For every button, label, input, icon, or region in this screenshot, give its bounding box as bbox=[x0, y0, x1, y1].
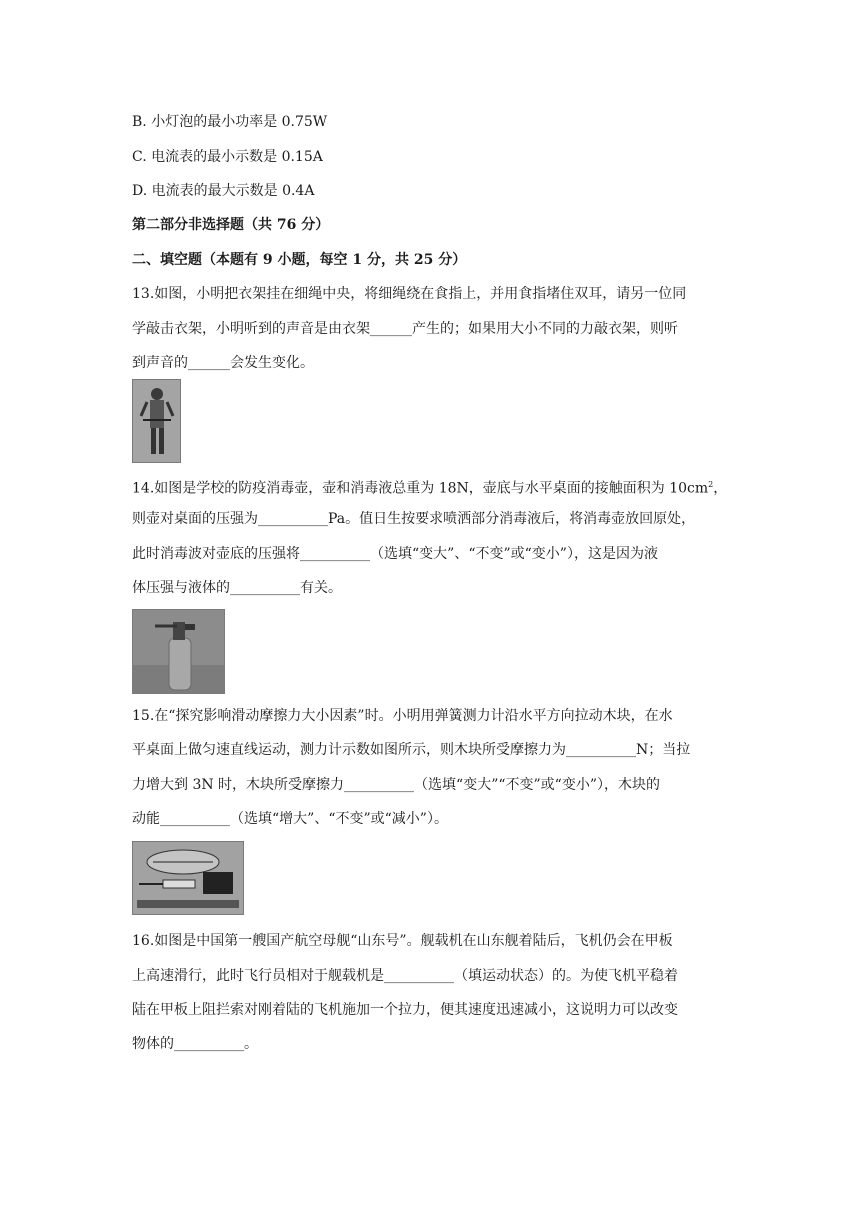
q15-line-2: 平桌面上做匀速直线运动，测力计示数如图所示，则木块所受摩擦力为__________N；当拉 bbox=[132, 742, 691, 758]
q16-line-2: 上高速滑行，此时飞行员相对于舰载机是__________（填运动状态）的。为使飞机平稳着 bbox=[132, 968, 678, 984]
option-d: D. 电流表的最大示数是 0.4A bbox=[132, 183, 315, 199]
q14-line-3: 此时消毒波对壶底的压强将__________（选填“变大”、“不变”或“变小”），这是因为液 bbox=[132, 546, 658, 562]
q13-line-2: 学敲击衣架，小明听到的声音是由衣架______产生的；如果用大小不同的力敲衣架，则听 bbox=[132, 321, 678, 337]
option-b: B. 小灯泡的最小功率是 0.75W bbox=[132, 114, 328, 130]
q14-line-4: 体压强与液体的__________有关。 bbox=[132, 580, 342, 596]
q15-figure-friction-image bbox=[132, 841, 244, 915]
q14-line-1: 14.如图是学校的防疫消毒壶，壶和消毒液总重为 18N，壶底与水平桌面的接触面积为 $10cm^2$， bbox=[132, 480, 728, 497]
q13-figure-hanger-image bbox=[132, 379, 181, 463]
part2-title: 第二部分非选择题（共 76 分） bbox=[132, 217, 330, 233]
option-c: C. 电流表的最小示数是 0.15A bbox=[132, 149, 323, 165]
q15-line-4: 动能__________（选填“增大”、“不变”或“减小”）。 bbox=[132, 811, 448, 827]
section2-title: 二、填空题（本题有 9 小题，每空 1 分，共 25 分） bbox=[132, 252, 467, 268]
q15-line-1: 15.在“探究影响滑动摩擦力大小因素”时。小明用弹簧测力计沿水平方向拉动木块，在水 bbox=[132, 708, 673, 724]
q14-figure-sprayer-image bbox=[132, 609, 225, 694]
q16-line-3: 陆在甲板上阻拦索对刚着陆的飞机施加一个拉力，便其速度迅速减小，这说明力可以改变 bbox=[132, 1002, 678, 1018]
q13-line-3: 到声音的______会发生变化。 bbox=[132, 355, 314, 371]
q15-line-3: 力增大到 3N 时，木块所受摩擦力__________（选填“变大”“不变”或“变小”），木块的 bbox=[132, 777, 660, 793]
q14-line-2: 则壶对桌面的压强为__________Pa。值日生按要求喷洒部分消毒液后，将消毒壶放回原处， bbox=[132, 511, 696, 527]
q13-line-1: 13.如图，小明把衣架挂在细绳中央，将细绳绕在食指上，并用食指堵住双耳，请另一位同 bbox=[132, 286, 687, 302]
q16-line-4: 物体的__________。 bbox=[132, 1036, 258, 1052]
q16-line-1: 16.如图是中国第一艘国产航空母舰“山东号”。舰载机在山东舰着陆后，飞机仍会在甲板 bbox=[132, 933, 673, 949]
